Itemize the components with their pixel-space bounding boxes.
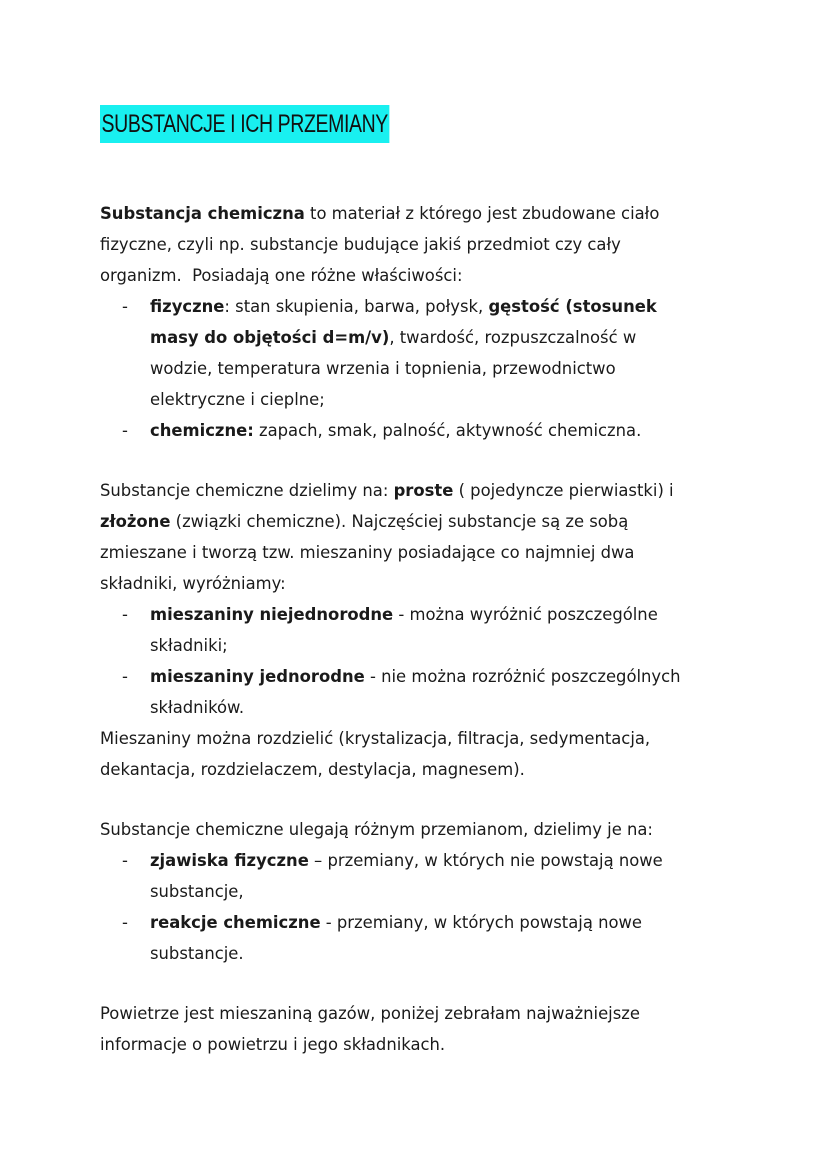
bullet-dash: -	[122, 421, 128, 440]
text-span: zmieszane i tworzą tzw. mieszaniny posiadające co najmniej dwa	[100, 543, 635, 562]
text-span: informacje o powietrzu i jego składnikach.	[100, 1035, 446, 1054]
paragraph	[100, 814, 800, 969]
text-span: , twardość, rozpuszczalność w	[389, 328, 637, 347]
bullet-dash: -	[122, 297, 128, 316]
text-line	[100, 723, 800, 754]
bullet-line	[100, 907, 800, 938]
text-line	[100, 353, 800, 384]
text-line	[100, 998, 800, 1029]
bold-term: masy do objętości d=m/v)	[150, 328, 390, 347]
text-span: substancje,	[150, 882, 244, 901]
paragraph-gap	[100, 785, 800, 814]
text-line	[100, 754, 800, 785]
bullet-dash: -	[122, 667, 128, 686]
paragraph	[100, 998, 800, 1060]
bold-term: mieszaniny niejednorodne	[150, 605, 394, 624]
text-line	[100, 876, 800, 907]
text-span: Substancje chemiczne dzielimy na:	[100, 481, 394, 500]
bold-term: reakcje chemiczne	[150, 913, 321, 932]
bold-term: fizyczne	[150, 297, 225, 316]
text-span: fizyczne, czyli np. substancje budujące jakiś przedmiot czy cały	[100, 235, 621, 254]
bullet-line	[100, 599, 800, 630]
text-span: składniki, wyróżniamy:	[100, 574, 286, 593]
text-line	[100, 692, 800, 723]
text-span: : stan skupienia, barwa, połysk,	[224, 297, 489, 316]
text-span: Powietrze jest mieszaniną gazów, poniżej zebrałam najważniejsze	[100, 1004, 640, 1023]
bullet-dash: -	[122, 851, 128, 870]
text-span: Mieszaniny można rozdzielić (krystalizacja, filtracja, sedymentacja,	[100, 729, 651, 748]
text-line	[100, 384, 800, 415]
text-line	[100, 260, 800, 291]
text-span: składniki;	[150, 636, 228, 655]
text-span: Substancje chemiczne ulegają różnym przemianom, dzielimy je na:	[100, 820, 653, 839]
text-span: dekantacja, rozdzielaczem, destylacja, magnesem).	[100, 760, 525, 779]
bold-term: Substancja chemiczna	[100, 204, 305, 223]
text-span: - nie można rozróżnić poszczególnych	[364, 667, 681, 686]
text-span: – przemiany, w których nie powstają nowe	[308, 851, 663, 870]
text-span: - przemiany, w których powstają nowe	[320, 913, 642, 932]
paragraph-gap	[100, 446, 800, 475]
bold-term: gęstość (stosunek	[488, 297, 657, 316]
bullet-dash: -	[122, 913, 128, 932]
text-span: elektryczne i cieplne;	[150, 390, 325, 409]
bold-term: mieszaniny jednorodne	[150, 667, 365, 686]
text-line	[100, 938, 800, 969]
bold-term: zjawiska fizyczne	[150, 851, 309, 870]
text-line	[100, 229, 800, 260]
paragraph-gap	[100, 969, 800, 998]
paragraph	[100, 198, 800, 446]
bold-term: chemiczne:	[150, 421, 254, 440]
bullet-line	[100, 845, 800, 876]
text-line	[100, 537, 800, 568]
bold-term: proste	[393, 481, 454, 500]
text-line	[100, 1029, 800, 1060]
text-span: to materiał z którego jest zbudowane ciało	[304, 204, 660, 223]
bullet-line	[100, 661, 800, 692]
text-line	[100, 568, 800, 599]
bold-term: złożone	[100, 512, 171, 531]
bullet-dash: -	[122, 605, 128, 624]
text-span: - można wyróżnić poszczególne	[393, 605, 658, 624]
text-span: ( pojedyncze pierwiastki) i	[453, 481, 674, 500]
document-body	[100, 198, 800, 1060]
text-span: substancje.	[150, 944, 244, 963]
text-line	[100, 475, 800, 506]
text-line	[100, 322, 800, 353]
text-span: (związki chemiczne). Najczęściej substancje są ze sobą	[170, 512, 629, 531]
text-line	[100, 506, 800, 537]
text-span: wodzie, temperatura wrzenia i topnienia, przewodnictwo	[150, 359, 616, 378]
page-title: SUBSTANCJE I ICH PRZEMIANY	[100, 105, 389, 143]
text-line	[100, 630, 800, 661]
text-span: składników.	[150, 698, 245, 717]
paragraph	[100, 475, 800, 785]
bullet-line	[100, 415, 800, 446]
bullet-line	[100, 291, 800, 322]
text-line	[100, 814, 800, 845]
text-span: organizm. Posiadają one różne właściwości:	[100, 266, 463, 285]
text-span: zapach, smak, palność, aktywność chemiczna.	[253, 421, 642, 440]
text-line	[100, 198, 800, 229]
